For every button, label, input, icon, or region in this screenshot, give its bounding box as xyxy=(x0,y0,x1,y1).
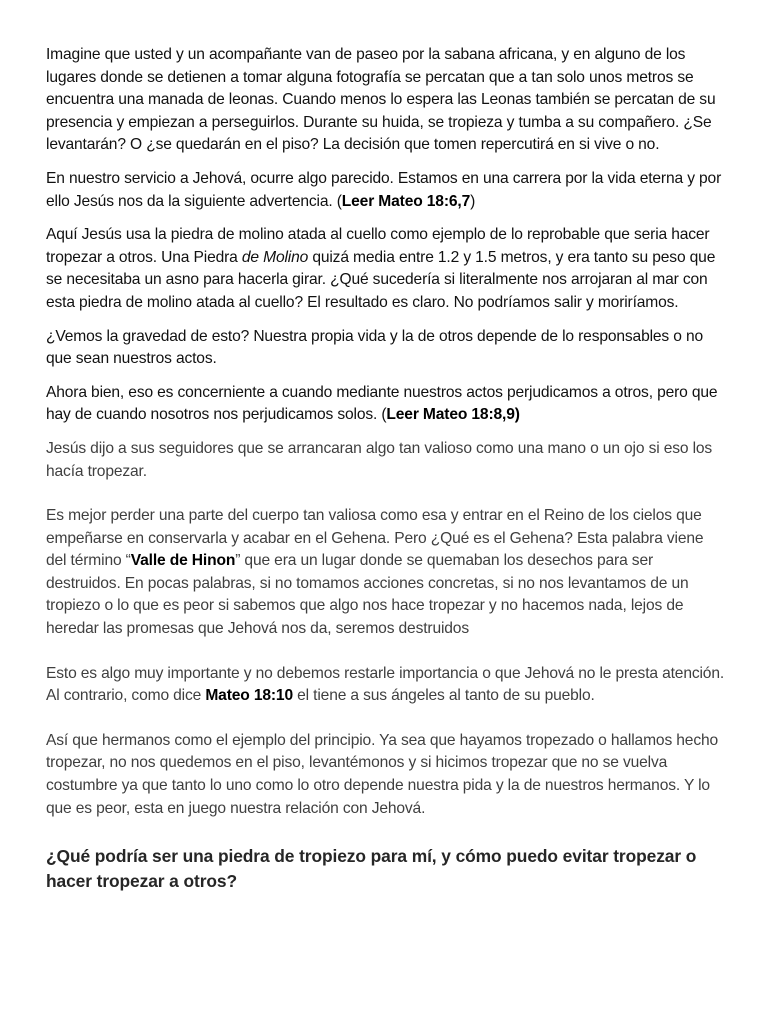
document-page xyxy=(46,44,726,894)
paragraph-text: Es mejor perder una parte del cuerpo tan valiosa como esa y entrar en el Reino de los cielos que empeñarse en conservarla y acabar en el Gehena. Pero ¿Qué es el Gehena? Esta palabra viene del término “ xyxy=(46,507,704,570)
paragraph-text: Aquí Jesús usa la piedra de molino atada al cuello como ejemplo de lo reprobable que seria hacer tropezar a otros. Una Piedra xyxy=(46,226,710,266)
paragraph-text: Ahora bien, eso es concerniente a cuando mediante nuestros actos perjudicamos a otros, pero que hay de cuando nosotros nos perjudicamos solos. ( xyxy=(46,383,718,424)
bold-term: Valle de Hinon xyxy=(130,552,236,570)
paragraph-conclusion: Así que hermanos como el ejemplo del principio. Ya sea que hayamos tropezado o hallamos hecho tropezar, no nos quedemos en el piso, levantémonos y si hicimos tropezar que no se vuelva costumbre ya que tanto lo uno como lo otro depende nuestra pida y la de nuestros hermanos. Y lo que es peor, esta en juego nuestra relación con Jehová. xyxy=(46,731,719,817)
paragraph-text: ” que era un lugar donde se quemaban los desechos para ser destruidos. En pocas palabras, si no tomamos acciones concretas, si no nos levantamos de un tropiezo o lo que es peor si sabemos que algo nos hace tropezar y no hacemos nada, lejos de heredar las promesas que Jehová nos da, seremos destruidos xyxy=(46,552,689,638)
paragraph-eternal-race xyxy=(46,168,726,213)
paragraph-hand-eye: Jesús dijo a sus seguidores que se arrancaran algo tan valioso como una mano o un ojo si eso los hacía tropezar. xyxy=(46,439,713,480)
paragraph-self-harm xyxy=(46,382,726,427)
paragraph-text: Esto es algo muy importante y no debemos restarle importancia o que Jehová no le presta atención. Al contrario, como dice xyxy=(46,664,725,705)
paragraph-text: ) xyxy=(470,192,476,210)
paragraph-lion-story: Imagine que usted y un acompañante van de paseo por la sabana africana, y en alguno de los lugares donde se detienen a tomar alguna fotografía se percatan que a tan solo unos metros se encuentra una manada de leonas. Cuando menos lo espera las Leonas también se percatan de su presencia y empiezan a perseguirlos. Durante su huida, se tropieza y tumba a su compañero. ¿Se levantarán? O ¿se quedarán en el piso? La decisión que tomen repercutirá en si vive o no. xyxy=(46,46,716,154)
paragraph-text: quizá media entre 1.2 y 1.5 metros, y era tanto su peso que se necesitaba un asno para hacerla girar. ¿Qué sucedería si literalmente nos arrojaran al mar con esta piedra de molino atada al cuello? El resultado es claro. No podríamos salir y moriríamos. xyxy=(46,248,716,311)
study-question: ¿Qué podría ser una piedra de tropiezo para mí, y cómo puedo evitar tropezar o hacer tropezar a otros? xyxy=(46,846,697,892)
paragraph-millstone xyxy=(46,224,726,314)
scripture-reference: Mateo 18:10 xyxy=(205,687,293,705)
scripture-reference: Leer Mateo 18:6,7 xyxy=(341,192,471,210)
scripture-reference: Leer Mateo 18:8,9) xyxy=(386,406,520,424)
paragraph-text: En nuestro servicio a Jehová, ocurre algo parecido. Estamos en una carrera por la vida eterna y por ello Jesús nos da la siguiente advertencia. ( xyxy=(46,169,722,210)
paragraph-text: el tiene a sus ángeles al tanto de su pueblo. xyxy=(292,687,595,705)
paragraph-gehenna xyxy=(46,505,726,641)
paragraph-angels xyxy=(46,663,726,708)
italic-term: de Molino xyxy=(241,248,309,266)
paragraph-gravity: ¿Vemos la gravedad de esto? Nuestra propia vida y la de otros depende de lo responsables o no que sean nuestros actos. xyxy=(46,327,704,368)
